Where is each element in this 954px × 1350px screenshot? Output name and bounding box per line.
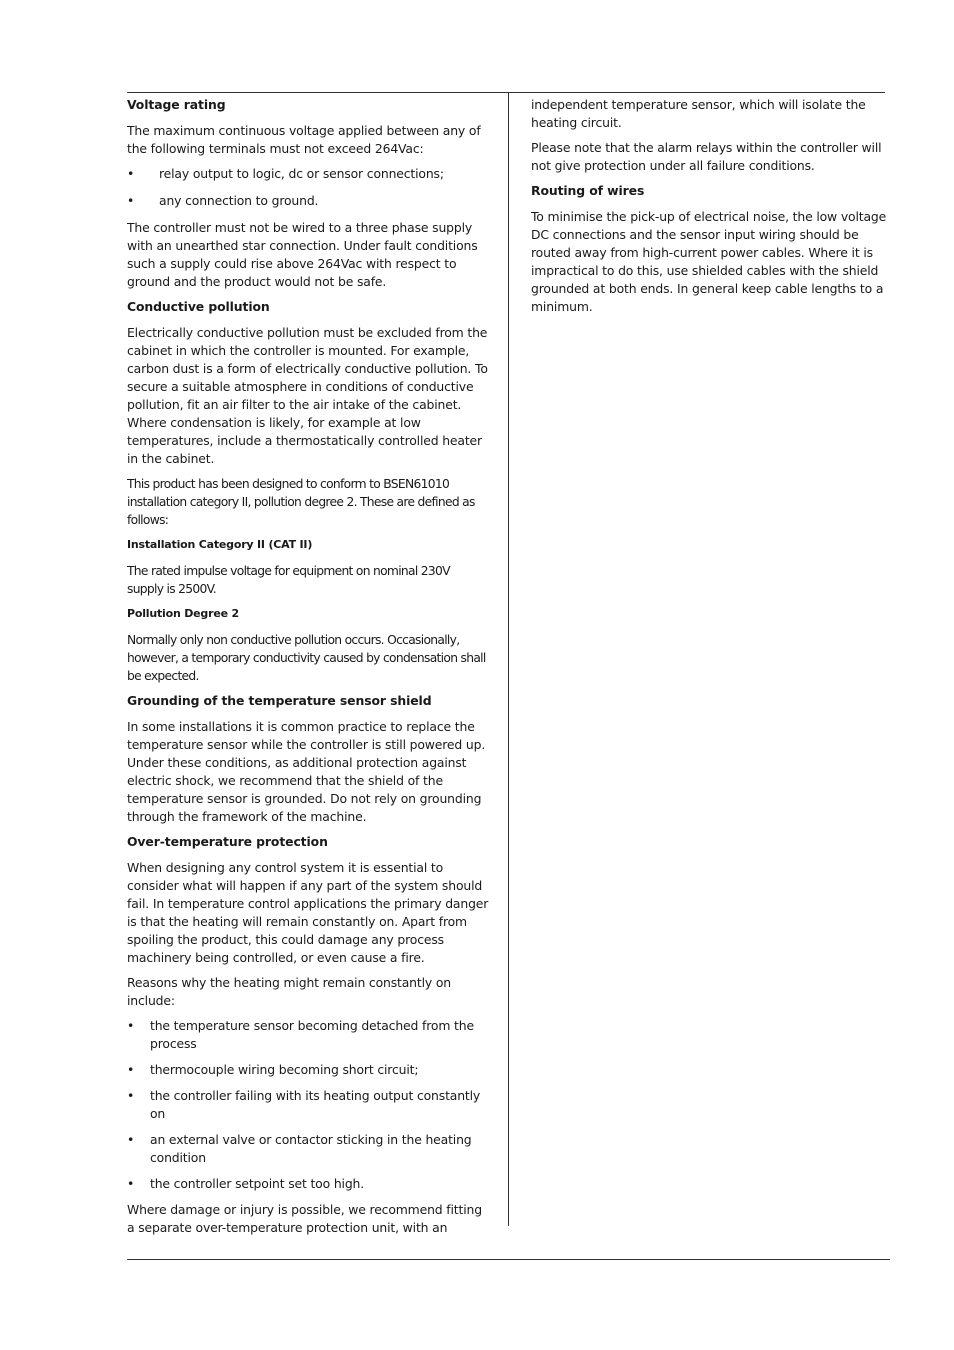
bottom-rule xyxy=(127,1259,890,1260)
subheading-installation-category: Installation Category II (CAT II) xyxy=(127,538,313,551)
heading-voltage-rating: Voltage rating xyxy=(127,97,226,112)
bullet-icon: • xyxy=(127,1088,135,1103)
list-item: • the controller setpoint set too high. xyxy=(127,1176,365,1191)
conformance-statement: This product has been designed to conform to BSEN61010 installation category II, pollution degree 2. These are defined as follows: xyxy=(127,477,475,527)
bullet-icon: • xyxy=(127,1132,135,1147)
reasons-intro: Reasons why the heating might remain constantly on include: xyxy=(127,975,451,1008)
alarm-relay-note: Please note that the alarm relays within the controller will not give protection under all failure conditions. xyxy=(531,140,882,173)
heading-routing-of-wires: Routing of wires xyxy=(531,183,645,198)
routing-body: To minimise the pick-up of electrical noise, the low voltage DC connections and the sensor input wiring should be routed away from high-current power cables. Where it is impractical to do this, use shielded cables with the shield grounded at both ends. In general keep cable lengths to a minimum. xyxy=(531,209,887,314)
voltage-rating-intro: The maximum continuous voltage applied between any of the following terminals must not exceed 264Vac: xyxy=(127,123,481,156)
subheading-pollution-degree: Pollution Degree 2 xyxy=(127,607,239,620)
bullet-icon: • xyxy=(127,1176,135,1191)
list-item: • relay output to logic, dc or sensor connections; xyxy=(127,166,444,181)
installation-category-body: The rated impulse voltage for equipment on nominal 230V supply is 2500V. xyxy=(127,564,450,596)
list-item: • any connection to ground. xyxy=(127,193,319,208)
list-item: • the temperature sensor becoming detached from the process xyxy=(127,1018,474,1051)
pollution-degree-body: Normally only non conductive pollution occurs. Occasionally, however, a temporary conductivity caused by condensation shall be expected. xyxy=(127,633,486,683)
reasons-list xyxy=(127,1017,489,1193)
over-temperature-body: When designing any control system it is essential to consider what will happen if any part of the system should fail. In temperature control applications the primary danger is that the heating will remain constantly on. Apart from spoiling the product, this could damage any process machinery being controlled, or even cause a fire. xyxy=(127,860,489,965)
top-rule xyxy=(127,92,885,93)
voltage-terminal-list xyxy=(127,165,489,210)
right-column xyxy=(531,96,891,323)
voltage-rating-body: The controller must not be wired to a three phase supply with an unearthed star connection. Under fault conditions such a supply could rise above 264Vac with respect to ground and the product would not be safe. xyxy=(127,220,478,289)
bullet-icon: • xyxy=(127,166,135,181)
list-item: • an external valve or contactor sticking in the heating condition xyxy=(127,1132,472,1165)
grounding-body: In some installations it is common practice to replace the temperature sensor while the controller is still powered up. Under these conditions, as additional protection against electric shock, we recommend that the shield of the temperature sensor is grounded. Do not rely on grounding through the framework of the machine. xyxy=(127,719,486,824)
heading-over-temperature: Over-temperature protection xyxy=(127,834,328,849)
over-temperature-closing: Where damage or injury is possible, we recommend fitting a separate over-temperature protection unit, with an xyxy=(127,1202,482,1235)
heading-conductive-pollution: Conductive pollution xyxy=(127,299,270,314)
list-item: • the controller failing with its heating output constantly on xyxy=(127,1088,481,1121)
bullet-icon: • xyxy=(127,1062,135,1077)
conductive-pollution-body: Electrically conductive pollution must be excluded from the cabinet in which the controller is mounted. For example, carbon dust is a form of electrically conductive pollution. To secure a suitable atmosphere in conditions of conductive pollution, fit an air filter to the air intake of the cabinet. Where condensation is likely, for example at low temperatures, include a thermostatically controlled heater in the cabinet. xyxy=(127,325,488,466)
bullet-icon: • xyxy=(127,1018,135,1033)
heading-grounding: Grounding of the temperature sensor shield xyxy=(127,693,432,708)
column-divider xyxy=(508,92,509,1226)
left-column xyxy=(127,96,489,1244)
bullet-icon: • xyxy=(127,193,135,208)
list-item: • thermocouple wiring becoming short circuit; xyxy=(127,1062,419,1077)
continuation-text: independent temperature sensor, which will isolate the heating circuit. xyxy=(531,97,866,130)
